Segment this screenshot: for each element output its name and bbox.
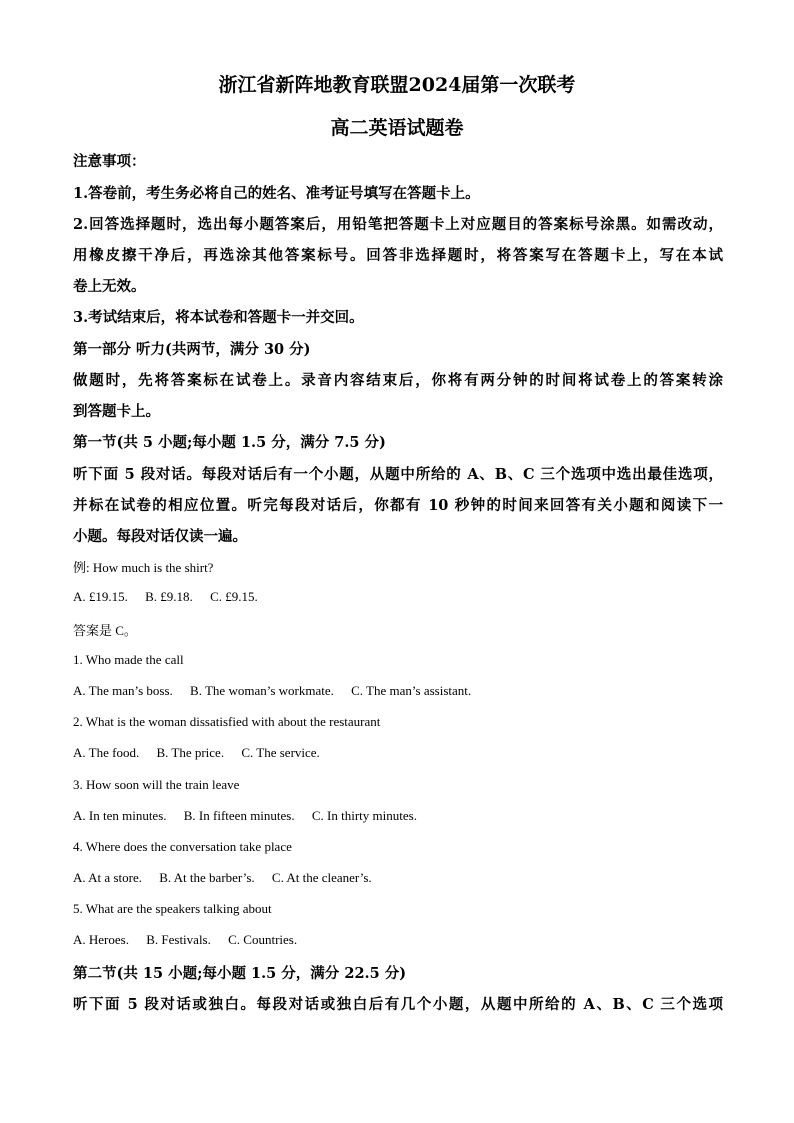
part1-intro-line-1: 做题时，先将答案标在试卷上。录音内容结束后，你将有两分钟的时间将试卷上的答案转涂 bbox=[73, 372, 723, 389]
option-c: C. The man’s assistant. bbox=[351, 683, 472, 698]
question-1-options bbox=[73, 683, 723, 699]
question-4-options bbox=[73, 870, 723, 886]
option-b: B. At the barber’s. bbox=[159, 870, 255, 885]
exam-subtitle: 高二英语试题卷 bbox=[330, 117, 464, 139]
option-a: A. £19.15. bbox=[73, 589, 128, 604]
option-c: C. The service. bbox=[241, 745, 320, 760]
option-b: B. The price. bbox=[156, 745, 225, 760]
option-c: C. In thirty minutes. bbox=[311, 808, 417, 823]
part1-intro-line-2: 到答题卡上。 bbox=[73, 403, 160, 420]
notice-item-2-line-3: 卷上无效。 bbox=[73, 278, 146, 295]
section1-intro-line-1: 听下面 5 段对话。每段对话后有一个小题，从题中所给的 A、B、C 三个选项中选出最佳选项， bbox=[73, 466, 723, 483]
option-a: A. Heroes. bbox=[73, 932, 129, 947]
section1-heading: 第一节(共 5 小题;每小题 1.5 分，满分 7.5 分) bbox=[73, 434, 386, 451]
option-a: A. In ten minutes. bbox=[73, 808, 167, 823]
section2-heading: 第二节(共 15 小题;每小题 1.5 分，满分 22.5 分) bbox=[73, 965, 407, 982]
option-c: C. £9.15. bbox=[210, 589, 258, 604]
option-c: C. Countries. bbox=[228, 932, 298, 947]
notice-heading: 注意事项： bbox=[73, 153, 146, 170]
example-options bbox=[73, 589, 723, 605]
option-b: B. £9.18. bbox=[145, 589, 193, 604]
question-4: 4. Where does the conversation take place bbox=[73, 839, 292, 854]
section1-intro-line-3: 小题。每段对话仅读一遍。 bbox=[73, 528, 247, 545]
question-3-options bbox=[73, 808, 723, 824]
option-b: B. Festivals. bbox=[146, 932, 211, 947]
notice-item-2-line-1: 2.回答选择题时，选出每小题答案后，用铅笔把答题卡上对应题目的答案标号涂黑。如需改动， bbox=[73, 216, 723, 233]
notice-item-2-line-2: 用橡皮擦干净后，再选涂其他答案标号。回答非选择题时，将答案写在答题卡上，写在本试 bbox=[73, 247, 723, 264]
question-1: 1. Who made the call bbox=[73, 652, 184, 667]
question-2: 2. What is the woman dissatisfied with about the restaurant bbox=[73, 714, 381, 729]
question-5-options bbox=[73, 932, 723, 948]
notice-item-1: 1.答卷前，考生务必将自己的姓名、准考证号填写在答题卡上。 bbox=[73, 185, 480, 202]
option-a: A. The food. bbox=[73, 745, 140, 760]
option-a: A. At a store. bbox=[73, 870, 142, 885]
question-2-options bbox=[73, 745, 723, 761]
question-5: 5. What are the speakers talking about bbox=[73, 901, 272, 916]
part1-heading: 第一部分 听力(共两节，满分 30 分) bbox=[73, 341, 311, 358]
question-3: 3. How soon will the train leave bbox=[73, 777, 240, 792]
example-answer: 答案是 C。 bbox=[73, 623, 137, 638]
option-c: C. At the cleaner’s. bbox=[271, 870, 372, 885]
option-b: B. In fifteen minutes. bbox=[183, 808, 295, 823]
exam-title: 浙江省新阵地教育联盟2024届第一次联考 bbox=[218, 74, 576, 96]
notice-item-3: 3.考试结束后，将本试卷和答题卡一并交回。 bbox=[73, 309, 364, 326]
option-a: A. The man’s boss. bbox=[73, 683, 173, 698]
example-question: 例: How much is the shirt? bbox=[73, 560, 214, 575]
option-b: B. The woman’s workmate. bbox=[190, 683, 334, 698]
section1-intro-line-2: 并标在试卷的相应位置。听完每段对话后，你都有 10 秒钟的时间来回答有关小题和阅读下一 bbox=[73, 497, 723, 514]
section2-intro-line-1: 听下面 5 段对话或独白。每段对话或独白后有几个小题，从题中所给的 A、B、C 三个选项 bbox=[73, 996, 723, 1013]
